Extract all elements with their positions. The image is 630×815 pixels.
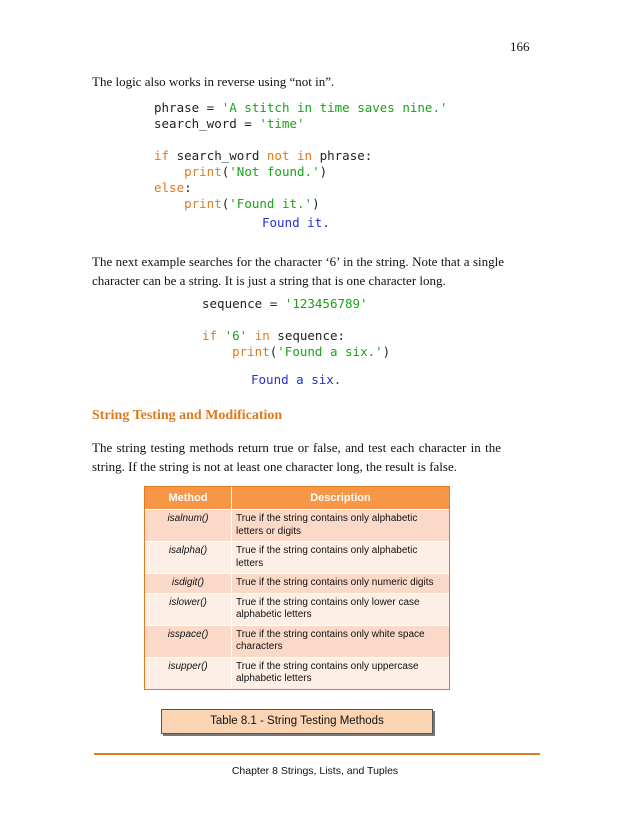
description-cell: True if the string contains only white space characters bbox=[232, 625, 450, 657]
code-output: Found it. bbox=[262, 215, 330, 230]
table-header-row bbox=[145, 487, 449, 510]
code-line: search_word = 'time' bbox=[154, 116, 305, 131]
table-row bbox=[145, 593, 449, 625]
paragraph: The next example searches for the character ‘6’ in the string. Note that a single character can be a string. It is just a string that is one character long. bbox=[92, 254, 504, 288]
table-row bbox=[145, 574, 449, 594]
description-cell: True if the string contains only numeric digits bbox=[232, 574, 450, 594]
table-row bbox=[145, 510, 449, 542]
code-line: print('Found it.') bbox=[184, 196, 320, 211]
string-methods-table bbox=[144, 486, 450, 690]
description-cell: True if the string contains only uppercase alphabetic letters bbox=[232, 657, 450, 689]
description-cell: True if the string contains only alphabetic letters or digits bbox=[232, 510, 450, 542]
code-line: print('Found a six.') bbox=[232, 344, 391, 359]
paragraph: The string testing methods return true or false, and test each character in the string. If the string is not at least one character long, the result is false. bbox=[92, 440, 501, 474]
page-number: 166 bbox=[510, 39, 530, 54]
section-heading: String Testing and Modification bbox=[92, 408, 283, 423]
code-line: sequence = '123456789' bbox=[202, 296, 368, 311]
footer-divider bbox=[94, 753, 540, 755]
code-line: else: bbox=[154, 180, 192, 195]
method-cell: isdigit() bbox=[145, 574, 232, 594]
method-cell: isalpha() bbox=[145, 542, 232, 574]
method-cell: isupper() bbox=[145, 657, 232, 689]
code-line: if search_word not in phrase: bbox=[154, 148, 373, 163]
code-line: if '6' in sequence: bbox=[202, 328, 346, 343]
column-header-method: Method bbox=[145, 487, 232, 510]
chapter-footer: Chapter 8 Strings, Lists, and Tuples bbox=[231, 765, 399, 777]
code-line: phrase = 'A stitch in time saves nine.' bbox=[154, 100, 448, 115]
code-block-in bbox=[202, 296, 390, 360]
method-cell: isspace() bbox=[145, 625, 232, 657]
method-cell: isalnum() bbox=[145, 510, 232, 542]
method-cell: islower() bbox=[145, 593, 232, 625]
table-row bbox=[145, 625, 449, 657]
table-row bbox=[145, 542, 449, 574]
description-cell: True if the string contains only lower case alphabetic letters bbox=[232, 593, 450, 625]
code-block-not-in bbox=[154, 100, 448, 212]
description-cell: True if the string contains only alphabetic letters bbox=[232, 542, 450, 574]
table-caption: Table 8.1 - String Testing Methods bbox=[161, 709, 433, 734]
intro-paragraph: The logic also works in reverse using “not in”. bbox=[92, 74, 335, 89]
table-row bbox=[145, 657, 449, 689]
code-line: print('Not found.') bbox=[184, 164, 328, 179]
column-header-description: Description bbox=[232, 487, 450, 510]
code-output: Found a six. bbox=[251, 372, 342, 387]
